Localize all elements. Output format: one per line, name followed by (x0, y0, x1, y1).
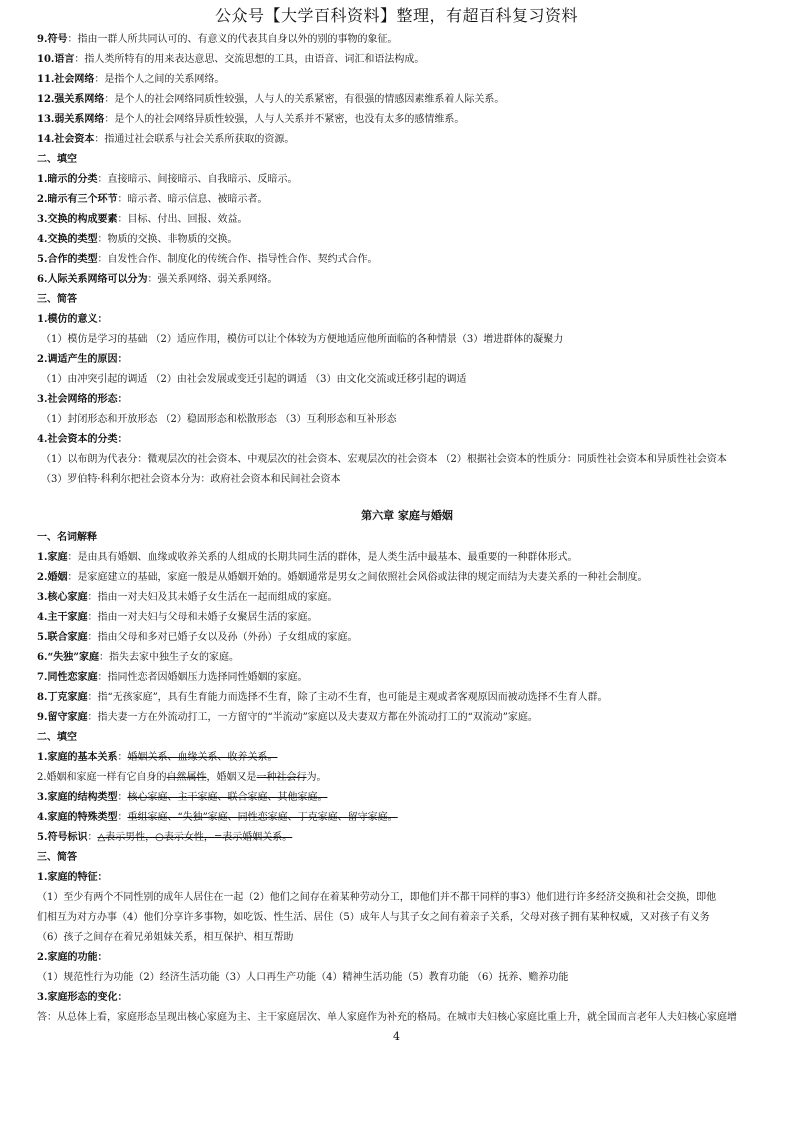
answer-line: 答：从总体上看，家庭形态呈现出核心家庭为主、主干家庭居次、单人家庭作为补充的格局。在城市夫妇核心家庭比重上升，就全国而言老年人夫妇核心家庭增 (37, 1012, 737, 1023)
term: 3.交换的构成要素 (37, 214, 118, 225)
definition-line (37, 170, 777, 190)
term: 9.留守家庭 (37, 712, 88, 723)
definition-line (37, 50, 777, 70)
term: 11.社会网络 (37, 74, 95, 85)
definition-text: ：指通过社会联系与社会关系所获取的资源。 (94, 134, 295, 145)
definition-text: ：是由具有婚姻、血缘或收养关系的人组成的长期共同生活的群体，是人类生活中最基本、最重要的一种群体形式。 (67, 552, 578, 563)
definition-line (37, 648, 777, 668)
page-number: 4 (393, 1030, 400, 1043)
term: 8.丁克家庭 (37, 692, 88, 703)
term: 12.强关系网络 (37, 94, 105, 105)
section-heading-short-2: 三、简答 (37, 852, 77, 863)
definition-line (37, 190, 777, 210)
answer-line: （1）封闭形态和开放形态 （2）稳固形态和松散形态 （3）互利形态和互补形态 (41, 414, 397, 425)
question-term: 4.社会资本的分类： (37, 434, 128, 445)
question-term: 1.模仿的意义： (37, 314, 108, 325)
definition-line (37, 130, 777, 150)
answer-line: （1）规范性行为功能（2）经济生活功能（3）人口再生产功能（4）精神生活功能（5）教育功能 （6）抚养、赡养功能 (37, 972, 569, 983)
fill-text: 为。 (306, 772, 327, 783)
definition-line (37, 230, 777, 250)
definition-text: ：目标、付出、回报、效益。 (117, 214, 248, 225)
answer-line: （1）至少有两个不同性别的成年人居住在一起（2）他们之间存在着某种劳动分工，即他们并不都干同样的事3）他们进行许多经济交换和社会交换，即他 (37, 892, 717, 903)
definition-line (37, 548, 777, 568)
term: 1.家庭的基本关系 (37, 752, 118, 763)
fill-answer: 婚姻关系、血缘关系、收养关系。 (127, 752, 278, 763)
fill-sep: ： (117, 812, 128, 823)
fill-line (37, 748, 777, 768)
definition-text: ：指人类所特有的用来表达意思、交流思想的工具，由语音、词汇和语法构成。 (74, 54, 425, 65)
chapter-title: 第六章 家庭与婚姻 (361, 509, 453, 522)
answer-line: （1）以布朗为代表分：微观层次的社会资本、中观层次的社会资本、宏观层次的社会资本 （2）根据社会资本的性质分：同质性社会资本和异质性社会资本 (41, 454, 727, 465)
term: 4.主干家庭 (37, 612, 88, 623)
term: 13.弱关系网络 (37, 114, 105, 125)
definition-line (37, 668, 777, 688)
term: 14.社会资本 (37, 134, 95, 145)
question-line (37, 390, 777, 410)
answer-line: （1）模仿是学习的基础 （2）适应作用，模仿可以让个体较为方便地适应他所面临的各种情景（3）增进群体的凝聚力 (41, 334, 564, 345)
terms-list-part2 (37, 548, 777, 728)
fill-sep: ： (117, 792, 128, 803)
term: 5.合作的类型 (37, 254, 98, 265)
definition-line (37, 568, 777, 588)
term: 4.家庭的特殊类型 (37, 812, 118, 823)
page-header: 公众号【大学百科资料】整理，有超百科复习资料 (214, 6, 578, 25)
term: 1.暗示的分类 (37, 174, 98, 185)
fill-sep: ： (87, 832, 98, 843)
definition-text: ：自发性合作、制度化的传统合作、指导性合作、契约式合作。 (97, 254, 378, 265)
definition-text: ：暗示者、暗示信息、被暗示者。 (117, 194, 268, 205)
answer-line: （3）罗伯特·科利尔把社会资本分为：政府社会资本和民间社会资本 (41, 474, 341, 485)
question-family-functions: 2.家庭的功能： (37, 952, 108, 963)
definition-line (37, 608, 777, 628)
definition-text: ：物质的交换、非物质的交换。 (97, 234, 238, 245)
short-list-part1 (37, 310, 777, 490)
section-heading-fill: 二、填空 (37, 154, 77, 165)
fill-sep: ： (117, 752, 128, 763)
term: 5.符号标识 (37, 832, 88, 843)
fill-answer: 重组家庭、“失独”家庭、同性恋家庭、丁克家庭、留守家庭。 (127, 812, 398, 823)
definition-line (37, 250, 777, 270)
term: 9.符号 (37, 34, 68, 45)
definition-text: ：是个人的社会网络同质性较强，人与人的关系紧密，有很强的情感因素维系着人际关系。 (104, 94, 505, 105)
definition-text: ：指由一对夫妇及其未婚子女生活在一起而组成的家庭。 (87, 592, 338, 603)
definition-line (37, 708, 777, 728)
definition-line (37, 30, 777, 50)
term: 7.同性恋家庭 (37, 672, 98, 683)
fill-line (37, 768, 777, 788)
definition-line (37, 588, 777, 608)
definition-text: ：直接暗示、间接暗示、自我暗示、反暗示。 (97, 174, 298, 185)
term: 4.交换的类型 (37, 234, 98, 245)
section-heading-fill-2: 二、填空 (37, 732, 77, 743)
term: 5.联合家庭 (37, 632, 88, 643)
definition-text: ：指夫妻一方在外流动打工，一方留守的“半流动”家庭以及夫妻双方都在外流动打工的“双流动”家庭。 (87, 712, 538, 723)
definition-text: ：指失去家中独生子女的家庭。 (98, 652, 239, 663)
question-family-form-change: 3.家庭形态的变化： (37, 992, 128, 1003)
term: 2.婚姻 (37, 572, 68, 583)
terms-list-part1 (37, 30, 777, 150)
definition-line (37, 110, 777, 130)
fill-list-part1 (37, 170, 777, 290)
term: 3.家庭的结构类型 (37, 792, 118, 803)
fill-line (37, 828, 777, 848)
term: 10.语言 (37, 54, 75, 65)
definition-text: ：指由父母和多对已婚子女以及孙（外孙）子女组成的家庭。 (87, 632, 358, 643)
section-heading-short: 三、简答 (37, 294, 77, 305)
answer-line: （6）孩子之间存在着兄弟姐妹关系，相互保护、相互帮助 (37, 932, 294, 943)
fill-line (37, 808, 777, 828)
definition-line (37, 90, 777, 110)
definition-line (37, 210, 777, 230)
fill-answer: △表示男性，○表示女性，=表示婚姻关系。 (97, 832, 293, 843)
term: 6.人际关系网络可以分为 (37, 274, 148, 285)
fill-line (37, 788, 777, 808)
definition-line (37, 688, 777, 708)
fill-list-part2 (37, 748, 777, 848)
term: 2.暗示有三个环节 (37, 194, 118, 205)
fill-text: 2.婚姻和家庭一样有它自身的 (37, 772, 167, 783)
term: 3.核心家庭 (37, 592, 88, 603)
definition-line (37, 628, 777, 648)
definition-text: ：指同性恋者因婚姻压力选择同性婚姻的家庭。 (97, 672, 308, 683)
definition-text: ：强关系网络、弱关系网络。 (147, 274, 278, 285)
definition-text: ：是家庭建立的基础，家庭一般是从婚姻开始的。婚姻通常是男女之间依照社会风俗或法律的规定而结为夫妻关系的一种社会制度。 (67, 572, 648, 583)
fill-answer: 核心家庭、主干家庭、联合家庭、其他家庭。 (127, 792, 328, 803)
term: 1.家庭 (37, 552, 68, 563)
section-heading-terms: 一、名词解释 (37, 532, 97, 543)
document-body (37, 30, 777, 1028)
question-line (37, 430, 777, 450)
definition-text: ：指由一对夫妇与父母和未婚子女聚居生活的家庭。 (87, 612, 318, 623)
definition-text: ：指由一群人所共同认可的、有意义的代表其自身以外的别的事物的象征。 (67, 34, 398, 45)
definition-text: ：是指个人之间的关系网络。 (94, 74, 225, 85)
question-line (37, 350, 777, 370)
fill-text: ，婚姻又是 (206, 772, 257, 783)
definition-line (37, 70, 777, 90)
definition-line (37, 270, 777, 290)
definition-text: ：是个人的社会网络异质性较强，人与人关系并不紧密，也没有太多的感情维系。 (104, 114, 465, 125)
question-term: 2.调适产生的原因： (37, 354, 128, 365)
answer-line: （1）由冲突引起的调适 （2）由社会发展或变迁引起的调适 （3）由文化交流或迁移引起的调适 (41, 374, 467, 385)
question-family-features: 1.家庭的特征： (37, 872, 108, 883)
term: 6.“失独”家庭 (37, 652, 99, 663)
fill-answer: 自然属性 (166, 772, 207, 783)
fill-answer: 一种社会行 (256, 772, 307, 783)
question-line (37, 310, 777, 330)
answer-line: 们相互为对方办事（4）他们分享许多事物，如吃饭、性生活、居住（5）成年人与其子女之间有着亲子关系，父母对孩子拥有某种权威，又对孩子有义务 (37, 912, 710, 923)
question-term: 3.社会网络的形态： (37, 394, 128, 405)
definition-text: ：指“无孩家庭”，具有生育能力而选择不生育，除了主动不生育，也可能是主观或者客观原因而被动选择不生育人群。 (87, 692, 608, 703)
